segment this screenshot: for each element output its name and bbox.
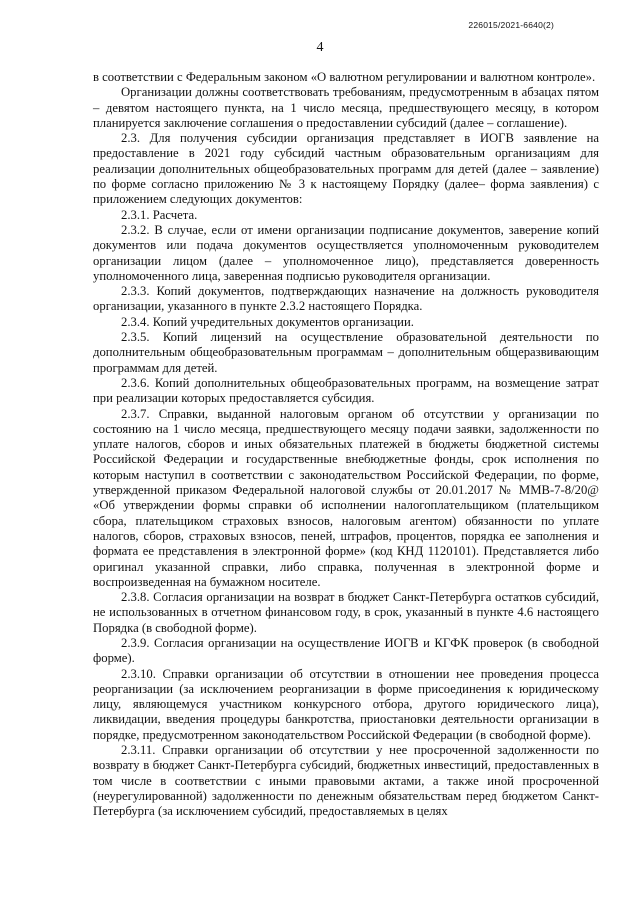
paragraph-clause-2-3-6: 2.3.6. Копий дополнительных общеобразовательных программ, на возмещение затрат при реализации которых предоставляется субсидия. [93,375,599,406]
paragraph-clause-2-3-9: 2.3.9. Согласия организации на осуществление ИОГВ и КГФК проверок (в свободной форме). [93,635,599,666]
paragraph-clause-2-3-11: 2.3.11. Справки организации об отсутствии у нее просроченной задолженности по возврату в бюджет Санкт-Петербурга субсидий, бюджетных инвестиций, предоставленных в том числе в соответствии с иными правовыми актами, а также иной просроченной (неурегулированной) задолженности по денежным обязательствам перед бюджетом Санкт-Петербурга (за исключением субсидий, предоставляемых в целях [93,743,599,819]
paragraph: Организации должны соответствовать требованиям, предусмотренным в абзацах пятом – девятом настоящего пункта, на 1 число месяца, предшествующего месяцу, в котором планируется заключение соглашения о предоставлении субсидий (далее – соглашение). [93,85,599,130]
document-body [93,70,599,820]
paragraph-clause-2-3-8: 2.3.8. Согласия организации на возврат в бюджет Санкт-Петербурга остатков субсидий, не использованных в отчетном финансовом году, в срок, указанный в пункте 4.6 настоящего Порядка (в свободной форме). [93,590,599,635]
paragraph-clause-2-3-1: 2.3.1. Расчета. [121,207,198,222]
paragraph-clause-2-3-5: 2.3.5. Копий лицензий на осуществление образовательной деятельности по дополнительным общеобразовательным программам – дополнительным общеразвивающим программам для детей. [93,330,599,375]
paragraph-clause-2-3-2: 2.3.2. В случае, если от имени организации подписание документов, заверение копий документов или подача документов осуществляется уполномоченным руководителем организации лицом (далее – уполномоченное лицо), представляется доверенность уполномоченного лица, заверенная подписью руководителя организации. [93,222,599,283]
paragraph-clause-2-3: 2.3. Для получения субсидии организация представляет в ИОГВ заявление на предоставление в 2021 году субсидий частным образовательным организациям для реализации дополнительных общеобразовательных программ для детей (далее – заявление) по форме согласно приложению № 3 к настоящему Порядку (далее– форма заявления) с приложением следующих документов: [93,131,599,207]
paragraph: в соответствии с Федеральным законом «О валютном регулировании и валютном контроле». [93,70,596,84]
document-registration-number: 226015/2021-6640(2) [468,20,554,30]
page-number: 4 [316,40,324,55]
paragraph-clause-2-3-7: 2.3.7. Справки, выданной налоговым органом об отсутствии у организации по состоянию на 1 число месяца, предшествующего месяцу подачи заявки, задолженности по уплате налогов, сборов и иных обязательных платежей в бюджеты бюджетной системы Российской Федерации и государственные внебюджетные фонды, срок исполнения по которым наступил в соответствии с законодательством Российской Федерации, по форме, утвержденной приказом Федеральной налоговой службы от 20.01.2017 № ММВ-7-8/20@ «Об утверждении формы справки об исполнении налогоплательщиком (плательщиком сбора, плательщиком страховых взносов, налоговым агентом) обязанности по уплате налогов, сборов, страховых взносов, пеней, штрафов, процентов, порядка ее заполнения и формата ее представления в электронной форме» (код КНД 1120101). Представляется либо оригинал указанной справки, либо справка, полученная в электронной форме и воспроизведенная на бумажном носителе. [93,406,599,589]
paragraph-clause-2-3-10: 2.3.10. Справки организации об отсутствии в отношении нее проведения процесса реорганизации (за исключением реорганизации в форме присоединения к юридическому лицу, являющемуся участником конкурсного отбора, другого юридического лица), ликвидации, введения процедуры банкротства, приостановки деятельности организации в порядке, предусмотренном законодательством Российской Федерации (в свободной форме). [93,666,599,742]
paragraph-clause-2-3-3: 2.3.3. Копий документов, подтверждающих назначение на должность руководителя организации, указанного в пункте 2.3.2 настоящего Порядка. [93,284,599,314]
paragraph-clause-2-3-4: 2.3.4. Копий учредительных документов организации. [121,314,414,329]
